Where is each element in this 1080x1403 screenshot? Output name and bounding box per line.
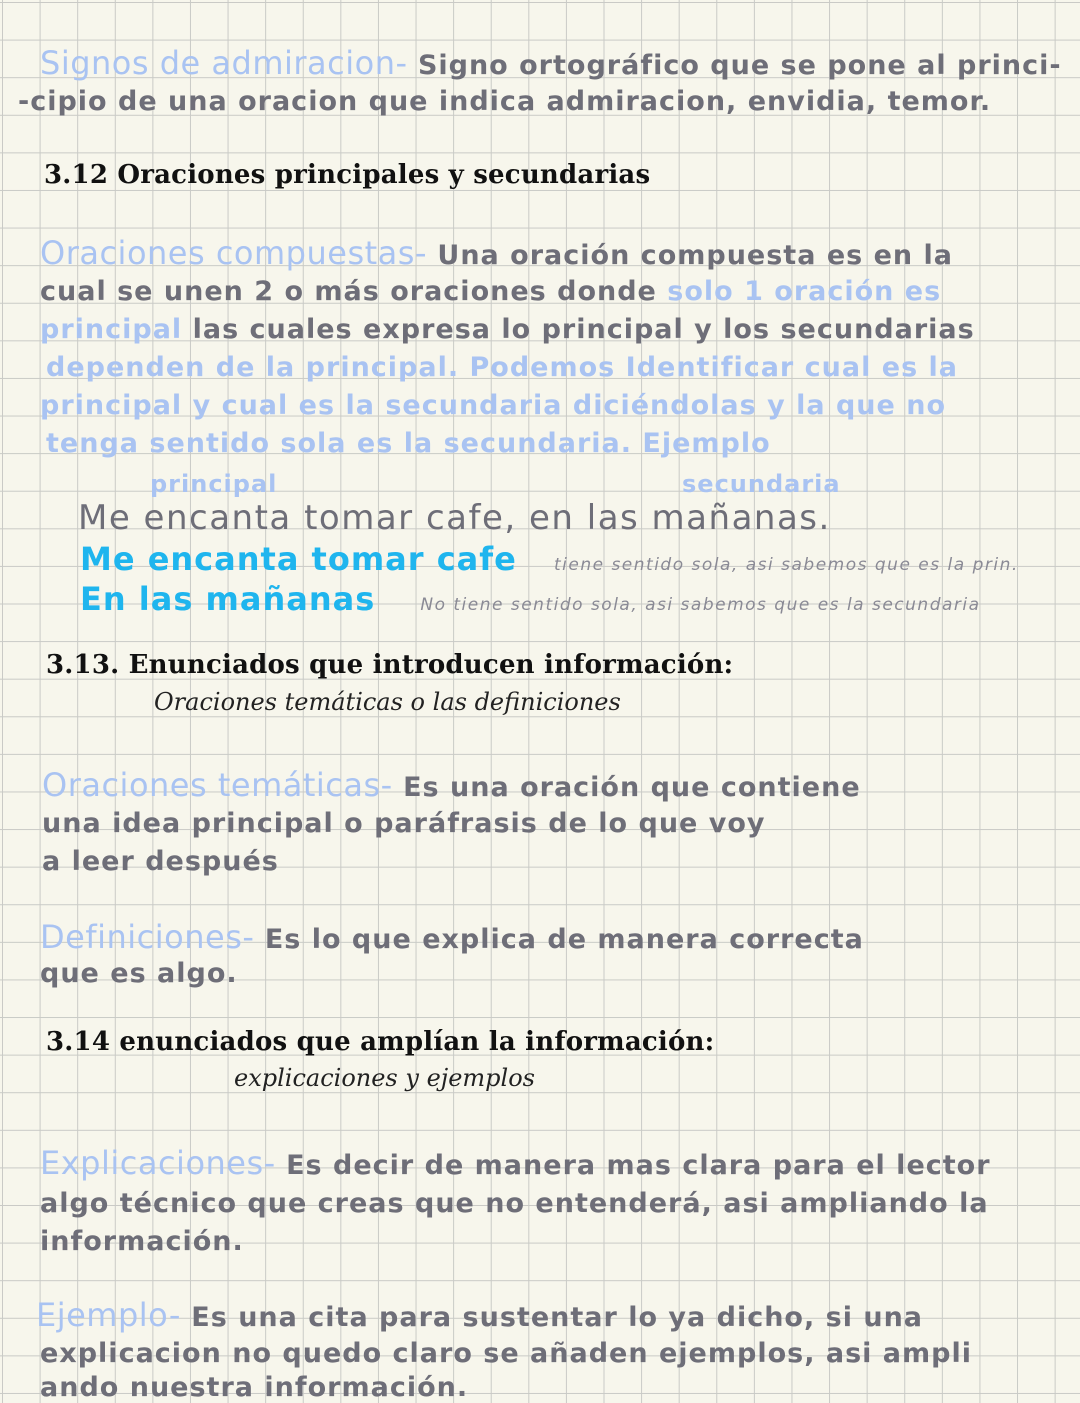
term-explicaciones: Explicaciones- [40, 1144, 276, 1182]
term-oraciones-compuestas: Oraciones compuestas- [40, 234, 427, 272]
example-main-clause: Me encanta tomar cafe [80, 540, 517, 578]
s314-line-2: algo técnico que creas que no entenderá, asi ampliando la [40, 1188, 989, 1219]
section-subtitle-3-13: Oraciones temáticas o las definiciones [154, 688, 621, 716]
s314-line-1 [40, 1144, 991, 1182]
s314-text-4: Es una cita para sustentar lo ya dicho, si una [191, 1302, 924, 1333]
s312-line-1 [40, 234, 953, 272]
s313-line-4 [40, 918, 864, 956]
intro-line-2: -cipio de una oracion que indica admiracion, envidia, temor. [18, 86, 992, 117]
section-heading-3-13: 3.13. Enunciados que introducen información: [46, 650, 734, 680]
example-main-note: tiene sentido sola, asi sabemos que es la prin. [553, 555, 1019, 575]
s312-line-4: dependen de la principal. Podemos Identificar cual es la [46, 352, 959, 383]
example-sentence: Me encanta tomar cafe, en las mañanas. [78, 498, 831, 538]
intro-definition-1: Signo ortográfico que se pone al princi- [417, 50, 1062, 81]
s312-line-3 [40, 314, 975, 345]
section-heading-3-14: 3.14 enunciados que amplían la información: [46, 1027, 715, 1057]
label-principal: principal [150, 470, 278, 498]
s313-line-2: una idea principal o paráfrasis de lo que voy [42, 808, 766, 839]
s313-line-1 [42, 766, 861, 804]
s313-text-4: Es lo que explica de manera correcta [264, 924, 864, 955]
example-main-row [80, 540, 1019, 578]
s313-text-1: Es una oración que contiene [403, 772, 861, 803]
section-heading-3-12: 3.12 Oraciones principales y secundarias [44, 160, 651, 190]
example-sub-note: No tiene sentido sola, asi sabemos que es la secundaria [420, 595, 981, 615]
s312-text-2b: solo 1 oración es [667, 276, 942, 307]
section-subtitle-3-14: explicaciones y ejemplos [234, 1064, 535, 1092]
term-definiciones: Definiciones- [40, 918, 255, 956]
s312-text-3a: principal [40, 314, 183, 345]
s312-text-2a: cual se unen 2 o más oraciones donde [40, 276, 657, 307]
term-oraciones-tematicas: Oraciones temáticas- [42, 766, 393, 804]
s312-text-3b: las cuales expresa lo principal y los secundarias [192, 314, 975, 345]
term-signos-admiracion: Signos de admiracion- [40, 44, 408, 82]
label-secundaria: secundaria [682, 470, 841, 498]
s314-line-3: información. [40, 1226, 244, 1257]
s314-line-6: ando nuestra información. [40, 1372, 469, 1403]
s313-line-3: a leer después [42, 846, 279, 877]
s313-line-5: que es algo. [40, 958, 238, 989]
example-sub-row [80, 580, 981, 618]
intro-line-1 [40, 44, 1062, 82]
example-sub-clause: En las mañanas [80, 580, 376, 618]
s314-line-5: explicacion no quedo claro se añaden ejemplos, asi ampli [40, 1338, 972, 1369]
s312-line-2 [40, 276, 941, 307]
s314-line-4 [36, 1296, 923, 1334]
s312-line-6: tenga sentido sola es la secundaria. Ejemplo [46, 428, 771, 459]
term-ejemplo: Ejemplo- [36, 1296, 181, 1334]
s312-text-1: Una oración compuesta es en la [437, 240, 954, 271]
s312-line-5: principal y cual es la secundaria diciéndolas y la que no [40, 390, 947, 421]
s314-text-1: Es decir de manera mas clara para el lector [286, 1150, 991, 1181]
